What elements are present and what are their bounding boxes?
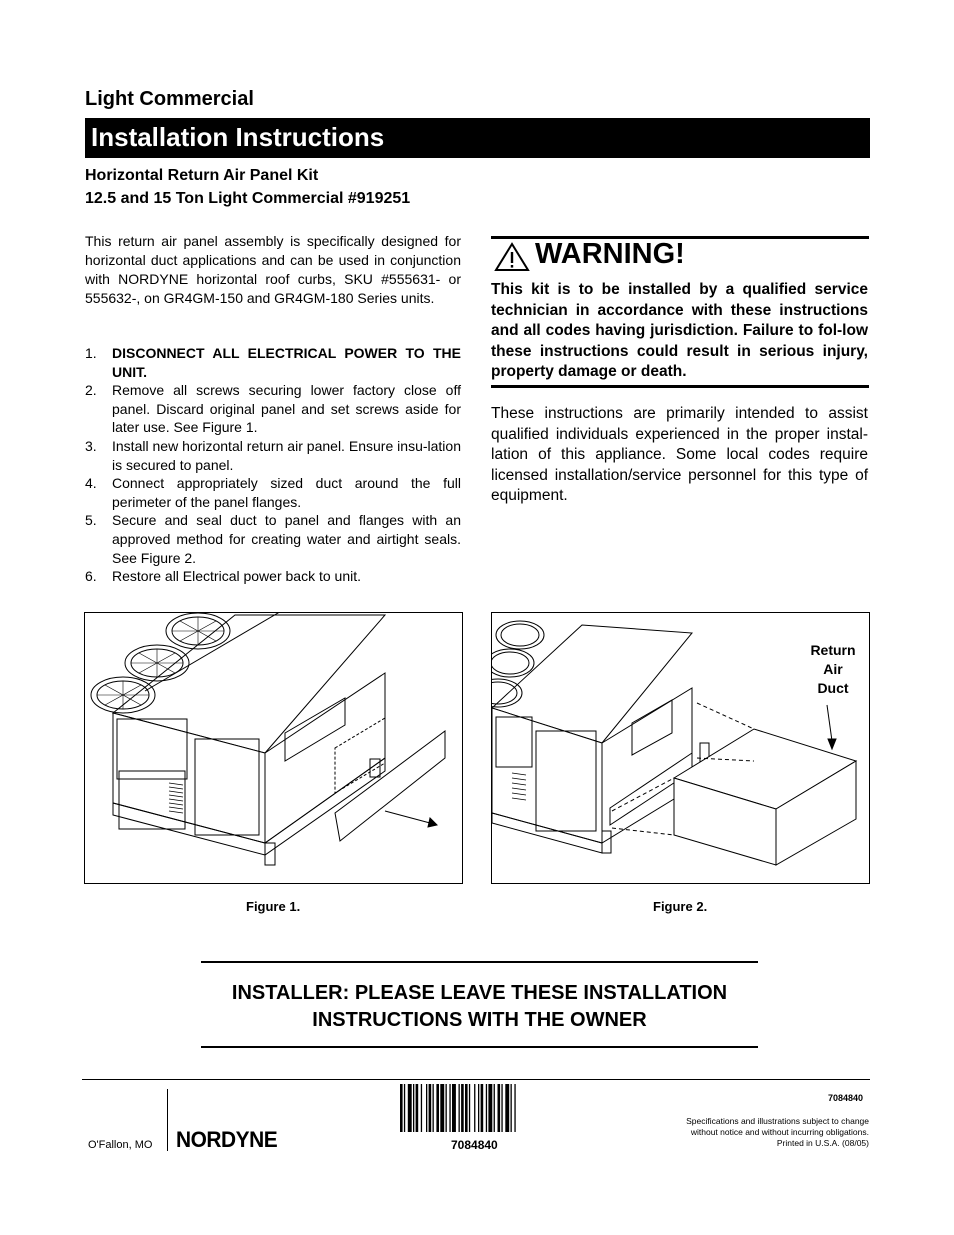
notice-line-2: INSTRUCTIONS WITH THE OWNER	[312, 1009, 647, 1031]
notice-line-1: INSTALLER: PLEASE LEAVE THESE INSTALLATION	[231, 982, 728, 1004]
page-title: Installation Instructions	[91, 122, 385, 152]
title-bar	[85, 118, 870, 158]
duct-label-line-2: Air	[823, 661, 843, 677]
step-text: Connect appropriately sized duct around the full perimeter of the panel flanges.	[112, 475, 461, 510]
step-number: 2.	[85, 382, 97, 399]
disclaimer	[600, 1116, 869, 1149]
footer-divider	[82, 1079, 870, 1080]
figure-2-caption: Figure 2.	[653, 899, 708, 914]
intro-paragraph: This return air panel assembly is specifically designed for horizontal duct applications and can be used in conjunction with NORDYNE horizontal roof curbs, SKU #555631- or 555632-, on GR4GM-150 and GR4GM-180 Series units.	[85, 233, 461, 306]
subtitle	[85, 164, 410, 210]
notice-bottom-rule	[201, 1046, 758, 1048]
subtitle-line-1: Horizontal Return Air Panel Kit	[85, 167, 319, 184]
step-text: Remove all screws securing lower factory close off panel. Discard original panel and set screws aside for later use. See Figure 1.	[112, 382, 461, 436]
step-number: 4.	[85, 475, 97, 492]
barcode-image	[400, 1084, 560, 1139]
footer-vertical-divider	[167, 1089, 168, 1151]
qualification-paragraph: These instructions are primarily intended to assist qualified individuals experienced in the proper instal-lation of this appliance. Some local codes require licensed installation/service personnel for this type of equipment.	[491, 405, 868, 504]
warning-title: WARNING!	[535, 238, 685, 270]
document-number: 7084840	[828, 1093, 864, 1103]
step-item	[85, 511, 461, 567]
step-text: DISCONNECT ALL ELECTRICAL POWER TO THE UNIT.	[112, 345, 461, 380]
disclaimer-line-3: Printed in U.S.A. (08/05)	[776, 1138, 869, 1148]
warning-bottom-rule	[491, 385, 869, 388]
company-location: O'Fallon, MO	[88, 1139, 153, 1151]
subtitle-line-2: 12.5 and 15 Ton Light Commercial #919251	[85, 190, 411, 207]
barcode-number: 7084840	[451, 1138, 498, 1152]
step-number: 5.	[85, 512, 97, 529]
step-text: Secure and seal duct to panel and flanges with an approved method for creating water and airtight seals. See Figure 2.	[112, 512, 461, 566]
step-item	[85, 381, 461, 437]
step-text: Restore all Electrical power back to unit.	[112, 568, 361, 585]
disclaimer-line-2: without notice and without incurring obligations.	[690, 1127, 869, 1137]
figure-1-caption: Figure 1.	[246, 899, 301, 914]
step-item	[85, 344, 461, 381]
instruction-steps	[85, 344, 461, 586]
step-number: 1.	[85, 345, 97, 361]
nordyne-logo: NORDYNE	[176, 1127, 278, 1152]
warning-body: This kit is to be installed by a qualified service technician in accordance with these instructions and all codes having jurisdiction. Failure to fol-low these instructions could result in serious injury, property damage or death.	[491, 281, 868, 380]
duct-label-line-3: Duct	[817, 680, 849, 696]
return-air-duct-label	[800, 641, 866, 698]
step-item	[85, 437, 461, 474]
figure-1	[84, 612, 463, 884]
duct-label-line-1: Return	[810, 642, 856, 658]
step-number: 6.	[85, 568, 97, 585]
step-item	[85, 567, 461, 586]
notice-top-rule	[201, 961, 758, 963]
document-category: Light Commercial	[85, 88, 254, 110]
disclaimer-line-1: Specifications and illustrations subject to change	[686, 1116, 869, 1126]
step-text: Install new horizontal return air panel. Ensure insu-lation is secured to panel.	[112, 437, 461, 473]
step-item	[85, 474, 461, 511]
installer-notice	[201, 980, 758, 1034]
warning-triangle-icon	[494, 242, 530, 272]
step-number: 3.	[85, 437, 97, 454]
unit-panel-removal-illustration	[85, 613, 462, 883]
